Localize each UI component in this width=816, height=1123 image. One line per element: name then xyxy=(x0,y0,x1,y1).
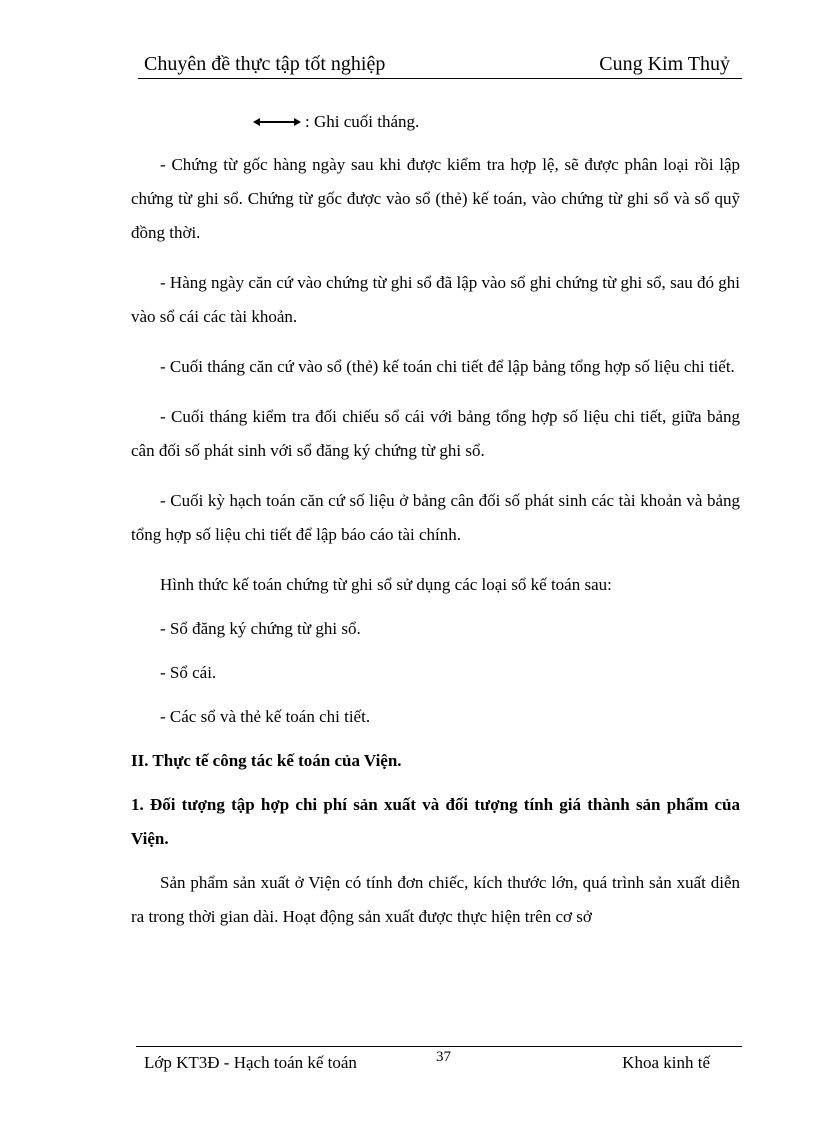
header-author: Cung Kim Thuỷ xyxy=(599,53,730,75)
paragraph-6: Hình thức kế toán chứng từ ghi sổ sử dụng các loại sổ kế toán sau: xyxy=(160,575,612,594)
header-left-title: Chuyên đề thực tập tốt nghiệp xyxy=(144,53,386,75)
paragraph-2: - Hàng ngày căn cứ vào chứng từ ghi sổ đã lập vào sổ ghi chứng từ ghi sổ, sau đó ghi vào sổ cái các tài khoản. xyxy=(131,273,740,326)
footer-right: Khoa kinh tế xyxy=(622,1053,710,1072)
section-heading: II. Thực tế công tác kế toán của Viện. xyxy=(131,751,402,770)
paragraph-1: - Chứng từ gốc hàng ngày sau khi được kiểm tra hợp lệ, sẽ được phân loại rồi lập chứng từ ghi sổ. Chứng từ gốc được vào sổ (thẻ) kế toán, vào chứng từ ghi sổ và sổ quỹ đồng thời. xyxy=(131,155,740,242)
double-arrow-icon xyxy=(253,117,301,127)
paragraph-3: - Cuối tháng căn cứ vào sổ (thẻ) kế toán chi tiết để lập bảng tổng hợp số liệu chi tiết. xyxy=(160,357,735,376)
body-content xyxy=(131,148,740,950)
list-item-2: - Sổ cái. xyxy=(160,663,217,682)
page-number: 37 xyxy=(436,1049,451,1065)
list-item-3: - Các sổ và thẻ kế toán chi tiết. xyxy=(160,707,371,726)
paragraph-4: - Cuối tháng kiểm tra đối chiếu sổ cái với bảng tổng hợp số liệu chi tiết, giữa bảng cân đối số phát sinh với sổ đăng ký chứng từ ghi sổ. xyxy=(131,407,740,460)
page-header xyxy=(138,50,742,79)
list-item-1: - Sổ đăng ký chứng từ ghi sổ. xyxy=(160,619,361,638)
final-paragraph: Sản phẩm sản xuất ở Viện có tính đơn chiếc, kích thước lớn, quá trình sản xuất diễn ra trong thời gian dài. Hoạt động sản xuất được thực hiện trên cơ sở xyxy=(131,873,740,926)
footer-left: Lớp KT3Đ - Hạch toán kế toán xyxy=(144,1053,357,1072)
paragraph-5: - Cuối kỳ hạch toán căn cứ số liệu ở bảng cân đối số phát sinh các tài khoản và bảng tổng hợp số liệu chi tiết để lập báo cáo tài chính. xyxy=(131,491,740,544)
legend-line xyxy=(253,112,419,132)
legend-text: : Ghi cuối tháng. xyxy=(305,112,420,131)
page-footer xyxy=(136,1046,742,1077)
subsection-heading: 1. Đối tượng tập hợp chi phí sản xuất và đối tượng tính giá thành sản phẩm của Viện. xyxy=(131,795,740,848)
